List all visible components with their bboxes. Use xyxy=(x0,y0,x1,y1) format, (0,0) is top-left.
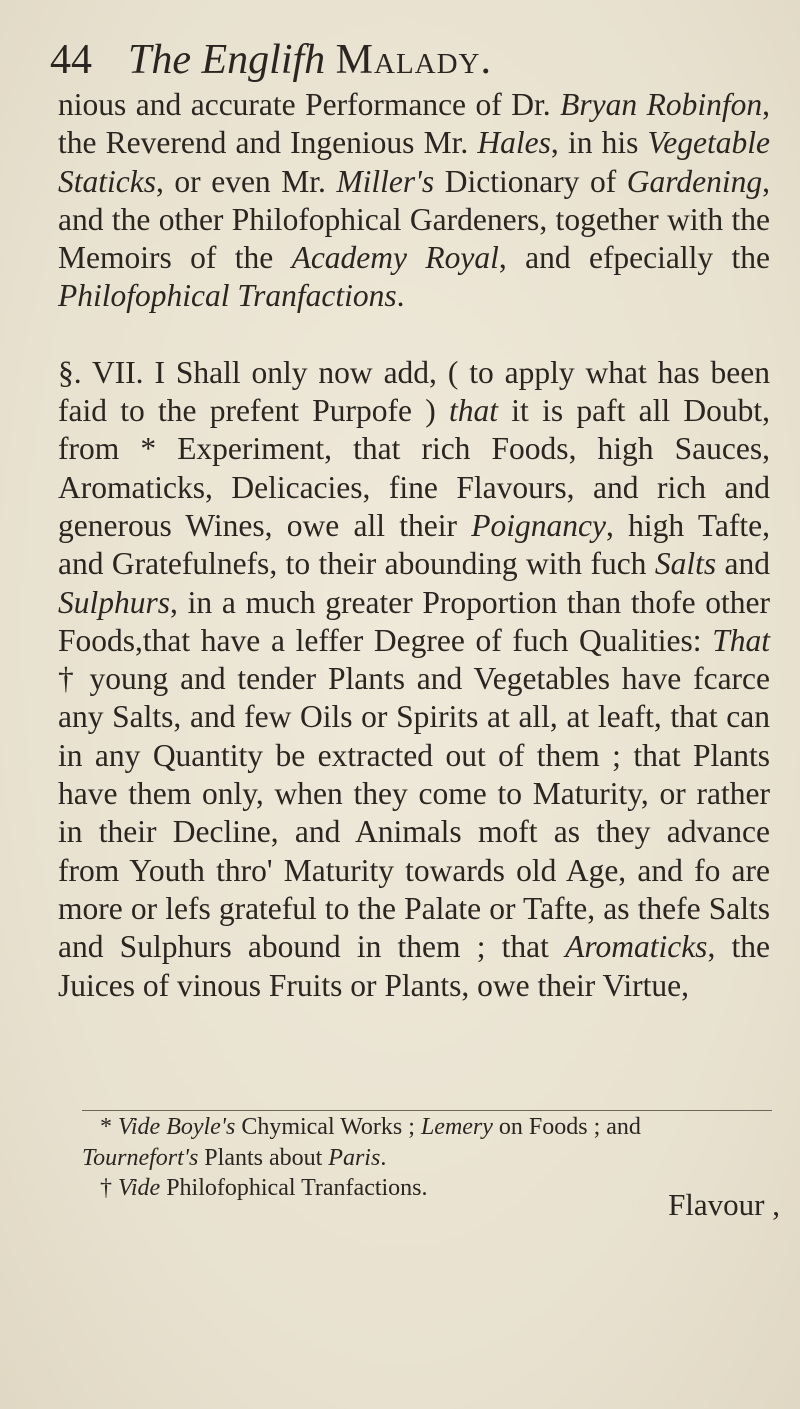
text-run: , and the other Philofophical Gardeners, together with the Memoirs of the xyxy=(58,163,770,276)
italic-run: Bryan Robinfon xyxy=(560,87,763,122)
text-run: , high Tafte, and Gratefulnefs, to their abounding with fuch xyxy=(58,507,770,582)
text-run: Plants about xyxy=(198,1144,329,1171)
text-run: nious and accurate Performance of Dr. xyxy=(58,87,561,122)
italic-run: Salts xyxy=(654,546,717,582)
italic-run: Aromaticks xyxy=(565,929,708,965)
text-run: §. VII. I Shall only now add, ( to apply what has been faid to the prefent Purpofe ) xyxy=(58,354,770,429)
paragraph-1 xyxy=(58,86,770,316)
text-run: it is paft all Doubt, from * Experiment, that rich Foods, high Sauces, Aromaticks, Delicacies, fine Flavours, and rich and generous Wines, owe all their xyxy=(58,393,770,543)
italic-run: Paris xyxy=(328,1144,381,1171)
text-run: , in his xyxy=(550,125,648,161)
text-run: . xyxy=(396,278,405,314)
italic-run: Vegetable Staticks xyxy=(58,125,770,199)
text-run: , in a much greater Proportion than thofe other Foods,that have a leffer Degree of fuch Qualities: xyxy=(58,584,770,658)
running-title-smallcaps: Malady. xyxy=(335,37,493,83)
text-run: . xyxy=(380,1144,387,1171)
italic-run: Hales xyxy=(477,125,551,161)
text-run: Dictionary of xyxy=(434,163,627,199)
italic-run: Vide Boyle's xyxy=(118,1114,236,1140)
text-run: and xyxy=(716,546,771,582)
paragraph-2 xyxy=(58,354,770,1005)
italic-run: Vide xyxy=(118,1175,161,1201)
text-run: Philofophical Tranfactions. xyxy=(160,1175,428,1201)
text-run: , or even Mr. xyxy=(155,163,337,199)
text-run: , the Reverend and Ingenious Mr. xyxy=(58,87,771,161)
running-header xyxy=(50,30,770,90)
text-run: , and efpecially the xyxy=(498,240,770,276)
text-run: † xyxy=(100,1175,118,1201)
italic-run: Sulphurs xyxy=(58,584,171,620)
italic-run: Miller's xyxy=(336,163,435,199)
text-run: † young and tender Plants and Vegetables have fcarce any Salts, and few Oils or Spirits at all, at leaft, that can in any Quantity be extracted out of them ; that Plants have them only, when they come to Maturity, or rather in their Decline, and Animals moft as they advance from Youth thro' Maturity towards old Age, and fo are more or lefs grateful to the Palate or Tafte, as thefe Salts and Sulphurs abound in them ; that xyxy=(58,661,770,965)
main-text xyxy=(58,86,770,1005)
text-run: , the Juices of vinous Fruits or Plants, owe their Virtue, xyxy=(58,929,770,1003)
footnote-1-line-1 xyxy=(82,1112,774,1143)
italic-run: Philofophical Tranfactions xyxy=(58,278,397,314)
italic-run: Poignancy xyxy=(471,507,607,543)
running-title-italic: The Englifh xyxy=(128,37,326,83)
italic-run: Tournefort's xyxy=(82,1144,199,1171)
text-run: on Foods ; and xyxy=(492,1114,641,1140)
italic-run: That xyxy=(712,622,770,658)
italic-run: Lemery xyxy=(420,1114,493,1140)
page-number: 44 xyxy=(50,37,92,83)
italic-run: Gardening xyxy=(626,163,763,199)
footnote-1-line-2 xyxy=(82,1143,774,1174)
text-run: * xyxy=(100,1114,118,1140)
catchword: Flavour , xyxy=(668,1187,780,1222)
italic-run: Academy Royal xyxy=(291,240,499,276)
footnote-divider xyxy=(82,1110,772,1111)
italic-run: that xyxy=(449,393,499,429)
text-run: Chymical Works ; xyxy=(235,1114,421,1140)
